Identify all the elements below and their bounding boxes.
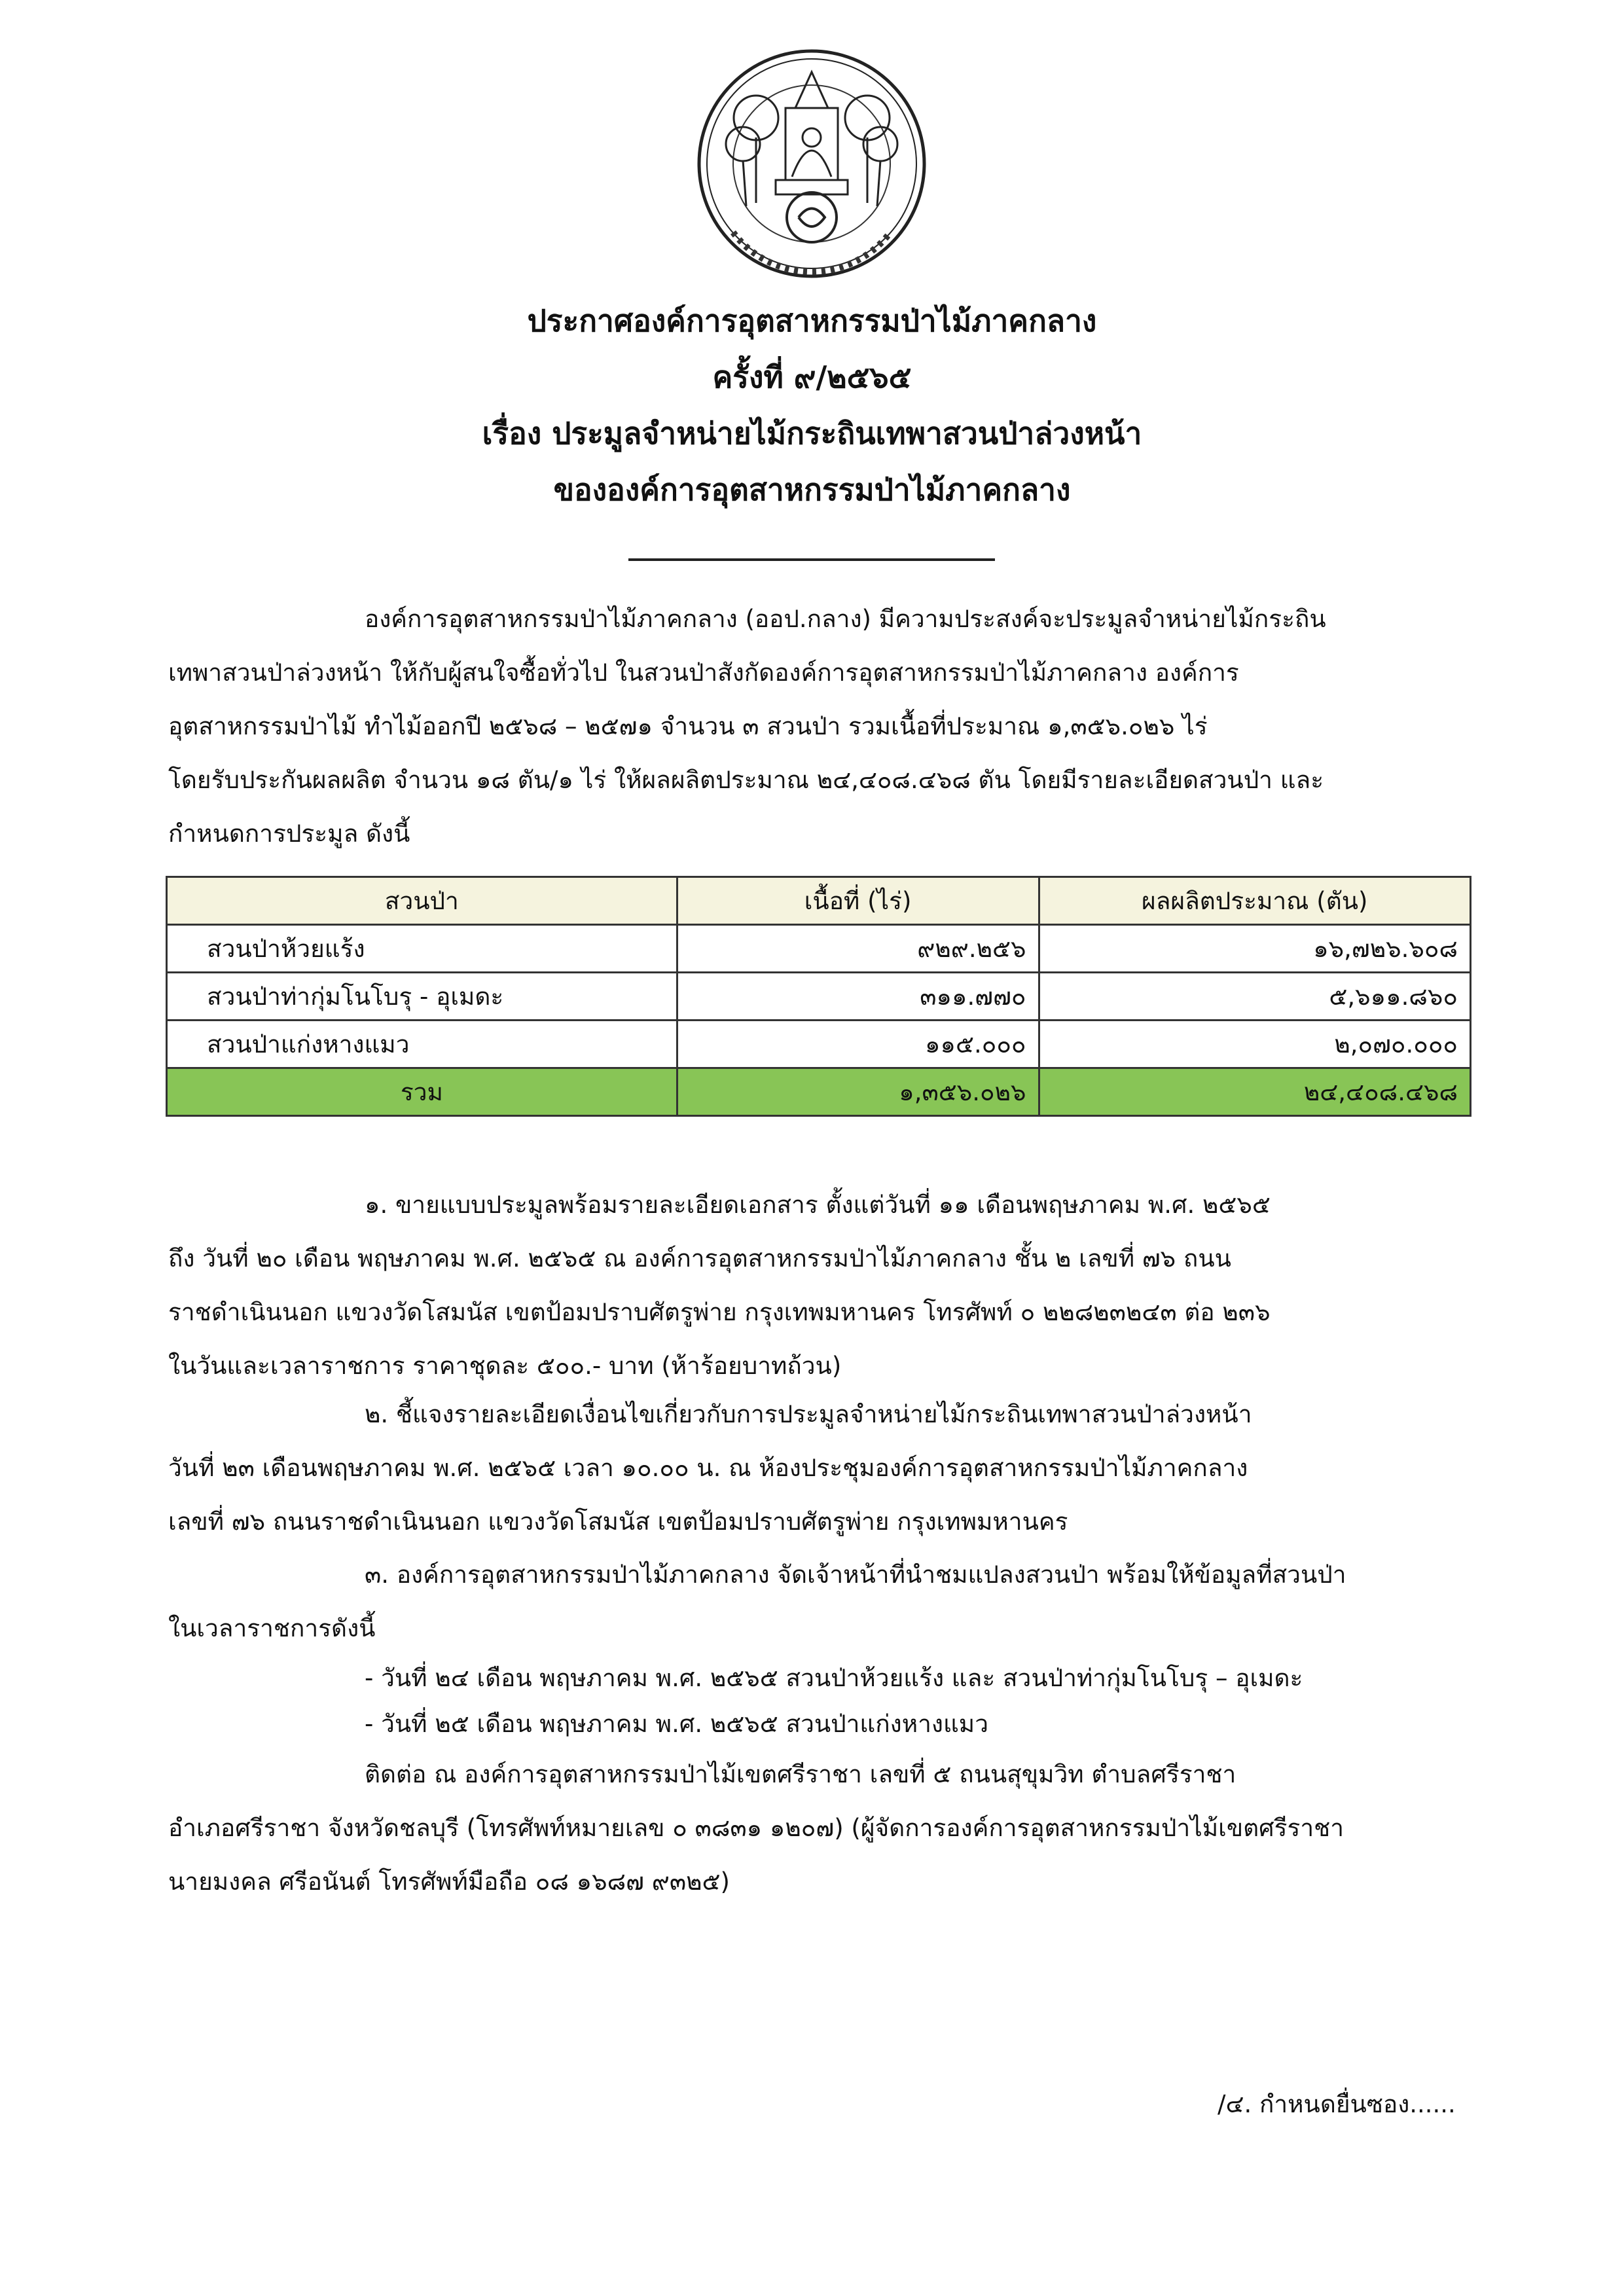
section-1-line: ในวันและเวลาราชการ ราคาชุดละ ๕๐๐.- บาท (ห้าร้อยบาทถ้วน) [168,1352,842,1380]
section-2-line: วันที่ ๒๓ เดือนพฤษภาคม พ.ศ. ๒๕๖๕ เวลา ๑๐.๐๐ น. ณ ห้องประชุมองค์การอุตสาหกรรมป่าไม้ภาคกลาง [168,1454,1248,1482]
title-line-1: ประกาศองค์การอุตสาหกรรมป่าไม้ภาคกลาง [527,303,1097,338]
section-2-line: เลขที่ ๗๖ ถนนราชดำเนินนอก แขวงวัดโสมนัส เขตป้อมปราบศัตรูพ่าย กรุงเทพมหานคร [168,1508,1068,1536]
header-area: เนื้อที่ (ไร่) [677,877,1039,925]
intro-line: องค์การอุตสาหกรรมป่าไม้ภาคกลาง (ออป.กลาง) มีความประสงค์จะประมูลจำหน่ายไม้กระถิน [365,605,1326,633]
section-3-line: ในเวลาราชการดังนี้ [168,1614,376,1642]
contact-line: อำเภอศรีราชา จังหวัดชลบุรี (โทรศัพท์หมายเลข ๐ ๓๘๓๑ ๑๒๐๗) (ผู้จัดการองค์การอุตสาหกรรมป่าไม้เขตศรีราชา [168,1814,1344,1842]
title-line-4: ขององค์การอุตสาหกรรมป่าไม้ภาคกลาง [553,472,1071,507]
intro-paragraph [168,592,1471,861]
intro-line: เทพาสวนป่าล่วงหน้า ให้กับผู้สนใจซื้อทั่วไป ในสวนป่าสังกัดองค์การอุตสาหกรรมป่าไม้ภาคกลาง องค์การ [168,659,1239,687]
table-row [167,925,1471,973]
section-1-line: ถึง วันที่ ๒๐ เดือน พฤษภาคม พ.ศ. ๒๕๖๕ ณ องค์การอุตสาหกรรมป่าไม้ภาคกลาง ชั้น ๒ เลขที่ ๗๖ ถนน [168,1244,1231,1273]
row-plantation-name: สวนป่าห้วยแร้ง [167,925,677,973]
total-area: ๑,๓๕๖.๐๒๖ [677,1068,1039,1116]
row-yield: ๑๖,๗๒๖.๖๐๘ [1039,925,1470,973]
section-1-line: ราชดำเนินนอก แขวงวัดโสมนัส เขตป้อมปราบศัตรูพ่าย กรุงเทพมหานคร โทรศัพท์ ๐ ๒๒๘๒๓๒๔๓ ต่อ ๒๓๖ [168,1298,1271,1326]
total-yield: ๒๔,๔๐๘.๔๖๘ [1039,1068,1470,1116]
intro-line: กำหนดการประมูล ดังนี้ [168,820,410,848]
section-3-bullet: - วันที่ ๒๔ เดือน พฤษภาคม พ.ศ. ๒๕๖๕ สวนป่าห้วยแร้ง และ สวนป่าท่ากุ่มโนโบรุ – อุเมดะ [365,1664,1303,1692]
title-divider [628,558,995,561]
section-2-line: ๒. ชี้แจงรายละเอียดเงื่อนไขเกี่ยวกับการประมูลจำหน่ายไม้กระถินเทพาสวนป่าล่วงหน้า [365,1400,1252,1428]
header-yield: ผลผลิตประมาณ (ตัน) [1039,877,1470,925]
next-page-note: /๔. กำหนดยื่นซอง...... [1218,2090,1456,2118]
section-3-line: ๓. องค์การอุตสาหกรรมป่าไม้ภาคกลาง จัดเจ้าหน้าที่นำชมแปลงสวนป่า พร้อมให้ข้อมูลที่สวนป่า [365,1561,1346,1589]
contact-line: นายมงคล ศรีอนันต์ โทรศัพท์มือถือ ๐๘ ๑๖๘๗ ๙๓๒๕) [168,1868,730,1896]
row-area: ๑๑๕.๐๐๐ [677,1021,1039,1068]
section-3-paragraph [168,1548,1471,1747]
contact-line: ติดต่อ ณ องค์การอุตสาหกรรมป่าไม้เขตศรีราชา เลขที่ ๕ ถนนสุขุมวิท ตำบลศรีราชา [365,1760,1236,1788]
organization-seal-emblem [694,46,929,281]
total-label: รวม [167,1068,677,1116]
row-yield: ๒,๐๗๐.๐๐๐ [1039,1021,1470,1068]
header-plantation: สวนป่า [167,877,677,925]
row-area: ๓๑๑.๗๗๐ [677,973,1039,1021]
intro-line: โดยรับประกันผลผลิต จำนวน ๑๘ ตัน/๑ ไร่ ให้ผลผลิตประมาณ ๒๔,๔๐๘.๔๖๘ ตัน โดยมีรายละเอียดสวนป่า และ [168,766,1324,794]
plantation-table [166,876,1471,1117]
row-area: ๙๒๙.๒๕๖ [677,925,1039,973]
section-1-paragraph [168,1178,1471,1393]
section-2-paragraph [168,1388,1471,1549]
table-row [167,973,1471,1021]
title-line-2: ครั้งที่ ๙/๒๕๖๕ [712,359,912,395]
row-yield: ๕,๖๑๑.๘๖๐ [1039,973,1470,1021]
row-plantation-name: สวนป่าท่ากุ่มโนโบรุ - อุเมดะ [167,973,677,1021]
intro-line: อุตสาหกรรมป่าไม้ ทำไม้ออกปี ๒๕๖๘ – ๒๕๗๑ จำนวน ๓ สวนป่า รวมเนื้อที่ประมาณ ๑,๓๕๖.๐๒๖ ไร่ [168,712,1208,740]
row-plantation-name: สวนป่าแก่งหางแมว [167,1021,677,1068]
table-header-row [167,877,1471,925]
table-row [167,1021,1471,1068]
contact-paragraph [168,1748,1471,1909]
title-line-3: เรื่อง ประมูลจำหน่ายไม้กระถินเทพาสวนป่าล่วงหน้า [482,416,1142,451]
table-total-row [167,1068,1471,1116]
section-3-bullet: - วันที่ ๒๕ เดือน พฤษภาคม พ.ศ. ๒๕๖๕ สวนป่าแก่งหางแมว [365,1710,988,1738]
section-1-line: ๑. ขายแบบประมูลพร้อมรายละเอียดเอกสาร ตั้งแต่วันที่ ๑๑ เดือนพฤษภาคม พ.ศ. ๒๕๖๕ [365,1191,1271,1219]
